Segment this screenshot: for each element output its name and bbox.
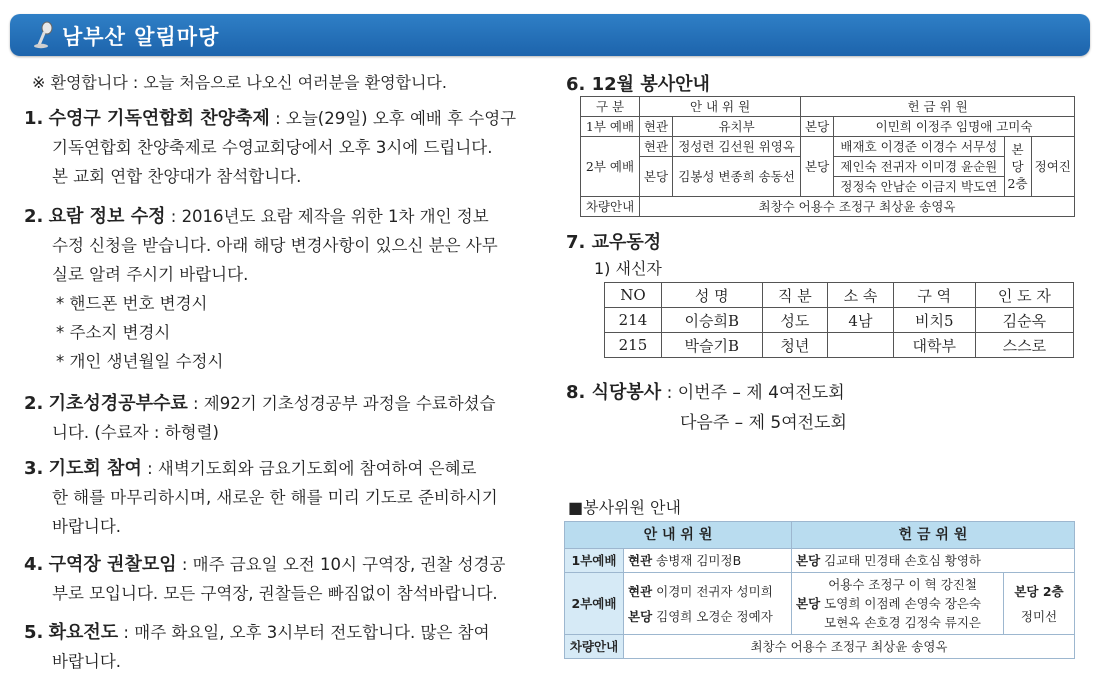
welcome-text: ※ 환영합니다 : 오늘 처음으로 나오신 여러분을 환영합니다. (32, 73, 447, 92)
bullet-list (24, 289, 539, 376)
section-7-title: 7. 교우동정 (566, 232, 662, 253)
table-header-cell: 직 분 (762, 283, 828, 308)
nested-row (796, 575, 981, 632)
table-cell: 청년 (762, 333, 828, 358)
notice-item (24, 104, 539, 191)
table-cell (624, 573, 792, 635)
table-cell: 김봉성 변종희 송동선 (673, 157, 801, 197)
table-cell: 대학부 (893, 333, 975, 358)
table-cell: 스스로 (975, 333, 1073, 358)
item-line: 매주 화요일, 오후 3시부터 전도합니다. 많은 참여 (134, 623, 490, 642)
table-cell (1004, 573, 1075, 635)
table-header-cell: 인 도 자 (975, 283, 1073, 308)
table-cell: 김순옥 (975, 308, 1073, 333)
table-cell: 본당 2층 (1004, 137, 1031, 197)
place-label: 본당 (796, 596, 821, 611)
item-separator: : (661, 383, 678, 403)
item-number: 2. (24, 393, 44, 414)
table-cell: 현관 (640, 117, 673, 137)
service-table (580, 96, 1075, 217)
table-cell (792, 549, 1075, 573)
table-row (605, 308, 1074, 333)
table-row (581, 137, 1075, 157)
item-number: 5. (24, 622, 44, 643)
notice-item (24, 389, 539, 447)
names: 김교태 민경태 손호심 황영하 (824, 553, 981, 568)
names: 정미선 (1020, 608, 1058, 624)
notice-item (24, 202, 539, 376)
item-line: 본 교회 연합 찬양대가 참석합니다. (52, 167, 302, 186)
item-line: 제92기 기초성경공부 과정을 수료하셨습 (203, 394, 496, 413)
table-cell: 박슬기B (661, 333, 762, 358)
section-6-title: 6. 12월 봉사안내 (566, 74, 710, 95)
table-header-cell: 소 속 (828, 283, 894, 308)
item-line: 기독연합회 찬양축제로 수영교회당에서 오후 3시에 드립니다. (52, 138, 493, 157)
place-label: 현관 (628, 553, 653, 568)
names-cell (824, 575, 981, 632)
new-member-table (604, 282, 1074, 358)
item-number: 1. (24, 108, 44, 129)
place-label: 현관 (628, 583, 653, 599)
table-header-row (581, 97, 1075, 117)
item-line: 매주 금요일 오전 10시 구역장, 권찰 성경공 (192, 555, 506, 574)
table-cell: 본당 (640, 157, 673, 197)
names: 김영희 오경순 정예자 (656, 608, 773, 624)
table-cell (792, 573, 1004, 635)
item-heading: 기초성경공부수료 (48, 393, 188, 414)
table-cell: 최창수 어용수 조정구 최상윤 송영옥 (624, 635, 1075, 659)
notice-item (24, 550, 539, 608)
table-cell: 215 (605, 333, 662, 358)
names: 도영희 이점례 손영숙 장은숙 (824, 596, 981, 611)
table-cell: 차량안내 (581, 197, 640, 217)
table-cell (624, 549, 792, 573)
notice-item (24, 454, 539, 541)
notice-item (24, 618, 539, 676)
table-header-cell: 안 내 위 원 (640, 97, 801, 117)
table-cell: 유치부 (673, 117, 801, 137)
volunteer-title: ■봉사위원 안내 (568, 498, 681, 517)
table-header-row (605, 283, 1074, 308)
table-row (605, 333, 1074, 358)
page-title: 남부산 알림마당 (62, 25, 220, 49)
table-cell: 제인숙 전귀자 이미경 윤순원 (834, 157, 1004, 177)
item-line: 니다. (수료자 : 하형렬) (52, 423, 219, 442)
item-line: 부로 모입니다. 모든 구역장, 권찰들은 빠짐없이 참석바랍니다. (52, 584, 498, 603)
microphone-icon (32, 21, 58, 49)
item-separator: : (187, 394, 204, 413)
vol-line (628, 607, 787, 626)
table-cell: 비치5 (893, 308, 975, 333)
table-cell: 본당 (801, 117, 834, 137)
table-cell: 1부 예배 (581, 117, 640, 137)
nested-table (796, 575, 981, 632)
section-8 (566, 378, 845, 408)
item-separator: : (118, 623, 135, 642)
table-cell: 최창수 어용수 조정구 최상윤 송영옥 (640, 197, 1075, 217)
table-cell: 정정숙 안남순 이금지 박도연 (834, 177, 1004, 197)
table-cell: 4남 (828, 308, 894, 333)
names: 모현옥 손호경 김정숙 류지은 (824, 615, 981, 630)
item-heading: 기도회 참여 (48, 458, 142, 479)
table-cell: 이승희B (661, 308, 762, 333)
table-header-cell: 헌 금 위 원 (792, 522, 1075, 549)
item-number: 3. (24, 458, 44, 479)
volunteer-table (564, 521, 1075, 659)
table-row (581, 197, 1075, 217)
item-separator: : (165, 207, 182, 226)
table-row-label: 1부예배 (565, 549, 624, 573)
new-member-subtitle: 1) 새신자 (594, 259, 662, 278)
item-line: 수정 신청을 받습니다. 아래 해당 변경사항이 있으신 분은 사무 (52, 236, 498, 255)
table-header-cell: 성 명 (661, 283, 762, 308)
table-row (565, 549, 1075, 573)
bullet-item: * 개인 생년월일 수정시 (56, 352, 224, 371)
table-row (565, 573, 1075, 635)
names: 어용수 조정구 이 혁 강진철 (828, 577, 977, 592)
meal-this-week: 이번주 – 제 4여전도회 (677, 383, 845, 403)
table-cell: 성도 (762, 308, 828, 333)
item-separator: : (269, 109, 286, 128)
item-line: 오늘(29일) 오후 예배 후 수영구 (285, 109, 517, 128)
bullet-item: * 핸드폰 번호 변경시 (56, 294, 208, 313)
table-cell: 정여진 (1031, 137, 1074, 197)
bullet-item: * 주소지 변경시 (56, 323, 171, 342)
table-cell (828, 333, 894, 358)
item-heading: 화요전도 (48, 622, 119, 643)
item-line: 한 해를 마무리하시며, 새로운 한 해를 미리 기도로 준비하시기 (52, 488, 498, 507)
table-header-cell: 헌 금 위 원 (801, 97, 1075, 117)
table-header-row (565, 522, 1075, 549)
header-bar (10, 14, 1090, 56)
names: 송병재 김미정B (656, 553, 742, 568)
item-number: 2. (24, 206, 44, 227)
table-row (581, 117, 1075, 137)
meal-next-week: 다음주 – 제 5여전도회 (680, 413, 847, 433)
item-heading: 구역장 권찰모임 (48, 554, 177, 575)
item-line: 새벽기도회와 금요기도회에 참여하여 은혜로 (157, 459, 477, 478)
table-cell: 배재호 이경준 이경수 서무성 (834, 137, 1004, 157)
table-cell: 정성련 김선원 위영옥 (673, 137, 801, 157)
table-header-cell: 구 분 (581, 97, 640, 117)
table-row-label: 2부예배 (565, 573, 624, 635)
table-header-cell: NO (605, 283, 662, 308)
item-line: 2016년도 요람 제작을 위한 1차 개인 정보 (181, 207, 489, 226)
table-cell: 214 (605, 308, 662, 333)
names: 이경미 전귀자 성미희 (656, 583, 773, 599)
item-separator: : (141, 459, 158, 478)
item-separator: : (176, 555, 193, 574)
table-header-cell: 안 내 위 원 (565, 522, 792, 549)
table-cell: 2부 예배 (581, 137, 640, 197)
table-row (565, 635, 1075, 659)
vol-line (628, 582, 787, 601)
place-label: 본당 (796, 553, 821, 568)
item-line: 실로 알려 주시기 바랍니다. (52, 265, 249, 284)
item-number: 4. (24, 554, 44, 575)
section-8-title: 8. 식당봉사 (566, 382, 662, 403)
item-line: 바랍니다. (52, 652, 122, 671)
item-heading: 요람 정보 수정 (48, 206, 166, 227)
item-heading: 수영구 기독연합회 찬양축제 (48, 108, 270, 129)
place-label: 본당 (628, 608, 653, 624)
table-cell: 본당 (801, 137, 834, 197)
table-cell: 이민희 이정주 임명애 고미숙 (834, 117, 1075, 137)
table-cell: 현관 (640, 137, 673, 157)
item-line: 바랍니다. (52, 517, 122, 536)
table-row-label: 차량안내 (565, 635, 624, 659)
table-header-cell: 구 역 (893, 283, 975, 308)
place-label: 본당 2층 (1014, 583, 1064, 599)
